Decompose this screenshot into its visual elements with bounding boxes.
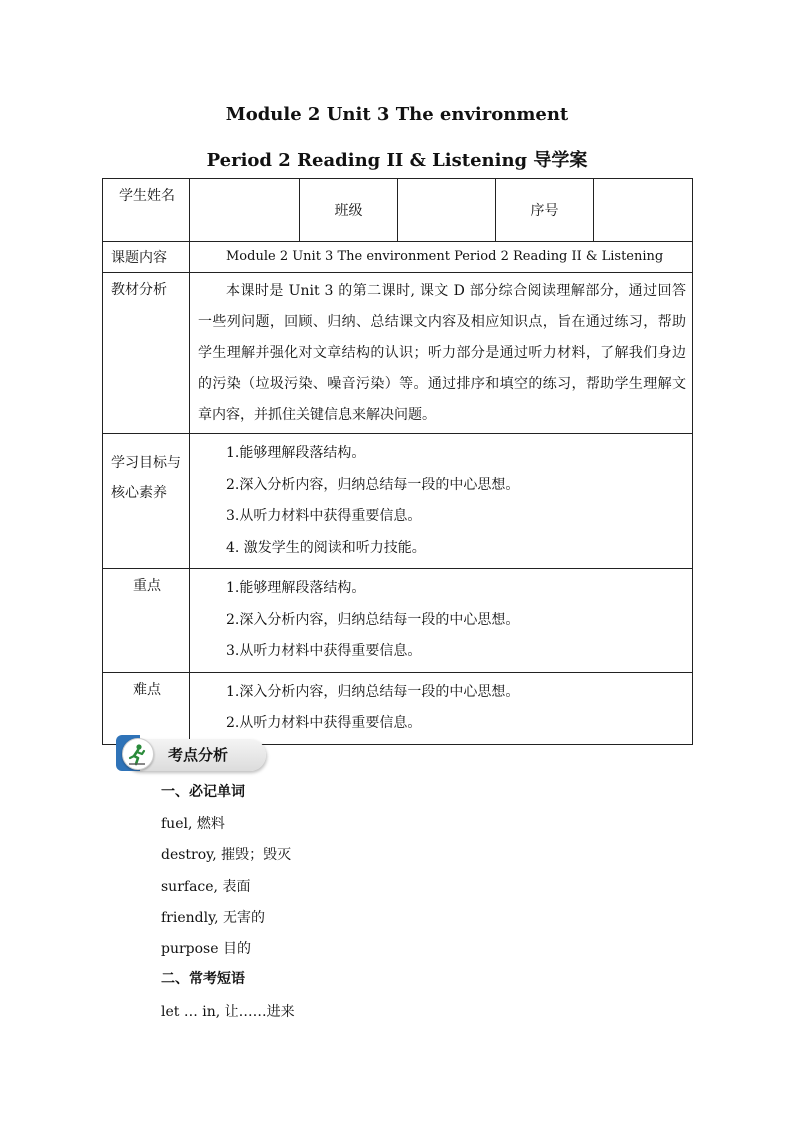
class-label: 班级 xyxy=(334,203,363,219)
key-label-cell xyxy=(103,569,190,673)
key-point-item: 1.能够理解段落结构。 xyxy=(226,580,366,596)
goal-item: 3.从听力材料中获得重要信息。 xyxy=(226,508,422,524)
analysis-text: 本课时是 Unit 3 的第二课时, 课文 D 部分综合阅读理解部分，通过回答一些列问题，回顾、归纳、总结课文内容及相应知识点，旨在通过练习，帮助学生理解并强化对文章结构的认识；听力部分是通过听力材料，了解我们身边的污染（垃圾污染、噪音污染）等。通过排序和填空的练习，帮助学生理解文章内容，并抓住关键信息来解决问题。 xyxy=(198,283,686,423)
seat-no-label-cell xyxy=(496,179,594,242)
word-item: friendly, 无害的 xyxy=(161,910,266,926)
goals-cell xyxy=(190,434,693,569)
key-cell xyxy=(190,569,693,673)
section2-heading: 二、常考短语 xyxy=(161,971,245,987)
goals-list xyxy=(190,434,692,568)
document-title: Module 2 Unit 3 The environment xyxy=(225,104,569,125)
runner-icon xyxy=(122,738,154,770)
key-point-item: 2.深入分析内容，归纳总结每一段的中心思想。 xyxy=(226,611,520,628)
student-name-label-cell xyxy=(103,179,190,242)
difficult-cell xyxy=(190,672,693,744)
student-name-label: 学生姓名 xyxy=(119,188,175,204)
exam-analysis-badge xyxy=(116,735,266,773)
topic-label: 课题内容 xyxy=(111,250,167,266)
goal-item: 1.能够理解段落结构。 xyxy=(226,445,366,461)
section1-heading: 一、必记单词 xyxy=(161,784,245,800)
difficult-point-item: 1.深入分析内容，归纳总结每一段的中心思想。 xyxy=(226,683,520,700)
student-name-field[interactable] xyxy=(190,179,300,242)
document-subtitle: Period 2 Reading II & Listening 导学案 xyxy=(206,150,588,171)
goals-label: 学习目标与核心素养 xyxy=(111,455,181,501)
analysis-label-cell xyxy=(103,273,190,434)
word-item: purpose 目的 xyxy=(161,941,251,957)
seat-no-label: 序号 xyxy=(530,203,559,219)
class-label-cell xyxy=(300,179,398,242)
goals-label-cell xyxy=(103,434,190,569)
key-points-list xyxy=(190,569,692,672)
topic-value-cell xyxy=(190,242,693,273)
key-label: 重点 xyxy=(133,578,161,594)
topic-label-cell xyxy=(103,242,190,273)
word-item: surface, 表面 xyxy=(161,879,251,895)
analysis-label: 教材分析 xyxy=(111,282,167,298)
analysis-cell xyxy=(190,273,693,434)
word-item: fuel, 燃料 xyxy=(161,816,225,832)
key-point-item: 3.从听力材料中获得重要信息。 xyxy=(226,643,422,659)
difficult-label: 难点 xyxy=(133,681,161,698)
seat-no-field[interactable] xyxy=(594,179,693,242)
word-item: destroy, 摧毁；毁灭 xyxy=(161,847,292,863)
difficult-point-item: 2.从听力材料中获得重要信息。 xyxy=(226,715,422,731)
phrase-item: let … in, 让……进来 xyxy=(161,1004,295,1020)
difficult-label-cell xyxy=(103,672,190,744)
goal-item: 4. 激发学生的阅读和听力技能。 xyxy=(226,539,426,556)
badge-label: 考点分析 xyxy=(168,746,229,764)
goal-item: 2.深入分析内容，归纳总结每一段的中心思想。 xyxy=(226,476,520,493)
difficult-points-list xyxy=(190,673,692,744)
class-field[interactable] xyxy=(398,179,496,242)
topic-value: Module 2 Unit 3 The environment Period 2 Reading II & Listening xyxy=(226,249,664,264)
lesson-info-table xyxy=(102,178,693,745)
